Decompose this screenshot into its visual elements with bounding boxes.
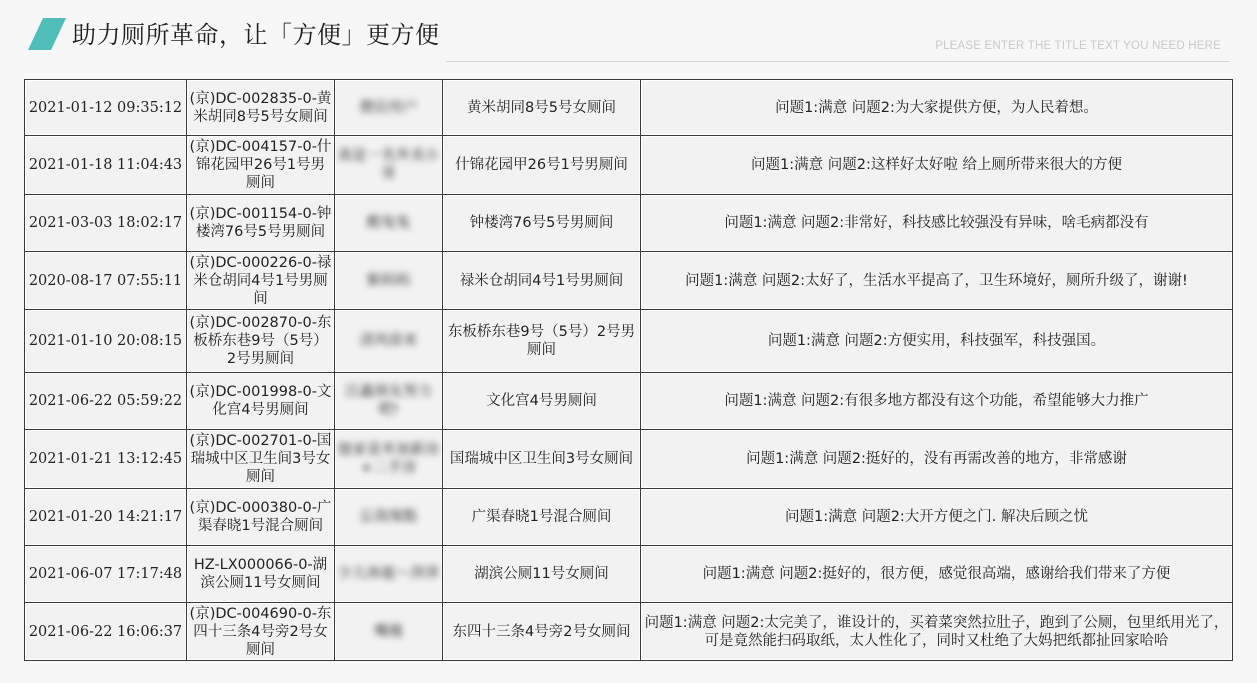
- user-cell: [335, 252, 443, 310]
- comment-cell: 问题1:满意 问题2:这样好太好啦 给上厕所带来很大的方便: [641, 136, 1233, 195]
- time-cell: 2021-06-22 16:06:37: [25, 603, 187, 661]
- comment-cell: 问题1:满意 问题2:大开方便之门. 解决后顾之忧: [641, 489, 1233, 546]
- location-cell: 文化宫4号男厕间: [443, 373, 641, 430]
- comment-cell: 问题1:满意 问题2:挺好的，没有再需改善的地方，非常感谢: [641, 430, 1233, 489]
- user-cell: [335, 310, 443, 373]
- blurred-username: 汪鑫朋友努力吧!: [345, 384, 432, 418]
- table-row: [25, 310, 1233, 373]
- location-cell: 什锦花园甲26号1号男厕间: [443, 136, 641, 195]
- blurred-username: 我是一名外卖小哥: [337, 148, 440, 182]
- location-cell: 钟楼湾76号5号男厕间: [443, 195, 641, 252]
- location-cell: 国瑞城中区卫生间3号女厕间: [443, 430, 641, 489]
- user-cell: [335, 489, 443, 546]
- device-cell: (京)DC-002870-0-东板桥东巷9号（5号）2号男厕间: [187, 310, 335, 373]
- time-cell: 2021-03-03 18:02:17: [25, 195, 187, 252]
- table-row: [25, 252, 1233, 310]
- time-cell: 2021-06-07 17:17:48: [25, 546, 187, 603]
- user-cell: [335, 373, 443, 430]
- table-row: [25, 136, 1233, 195]
- table-row: [25, 195, 1233, 252]
- feedback-table: [24, 79, 1233, 661]
- comment-cell: 问题1:满意 问题2:挺好的，很方便，感觉很高端，感谢给我们带来了方便: [641, 546, 1233, 603]
- blurred-username: 忘我缘點: [359, 509, 418, 525]
- blurred-username: 酷兔兔: [366, 215, 411, 231]
- device-cell: (京)DC-002835-0-黄米胡同8号5号女厕间: [187, 80, 335, 136]
- location-cell: 东板桥东巷9号（5号）2号男厕间: [443, 310, 641, 373]
- time-cell: 2021-01-18 11:04:43: [25, 136, 187, 195]
- device-cell: HZ-LX000066-0-湖滨公厕11号女厕间: [187, 546, 335, 603]
- user-cell: [335, 546, 443, 603]
- title-divider: [446, 61, 1229, 62]
- device-cell: (京)DC-002701-0-国瑞城中区卫生间3号女厕间: [187, 430, 335, 489]
- blurred-username: 少儿体能～萍萍: [337, 566, 440, 582]
- device-cell: (京)DC-000380-0-广渠春晓1号混合厕间: [187, 489, 335, 546]
- device-cell: (京)DC-004690-0-东四十三条4号旁2号女厕间: [187, 603, 335, 661]
- device-cell: (京)DC-000226-0-禄米仓胡同4号1号男厕间: [187, 252, 335, 310]
- table-row: [25, 373, 1233, 430]
- comment-cell: 问题1:满意 问题2:太好了，生活水平提高了，卫生环境好，厕所升级了，谢谢!: [641, 252, 1233, 310]
- comment-cell: 问题1:满意 问题2:非常好，科技感比较强没有异味，啥毛病都没有: [641, 195, 1233, 252]
- time-cell: 2021-01-21 13:12:45: [25, 430, 187, 489]
- page-subtitle: PLEASE ENTER THE TITLE TEXT YOU NEED HERE: [935, 40, 1221, 52]
- comment-cell: 问题1:满意 问题2:有很多地方都没有这个功能，希望能够大力推广: [641, 373, 1233, 430]
- location-cell: 东四十三条4号旁2号女厕间: [443, 603, 641, 661]
- user-cell: [335, 195, 443, 252]
- page-title: 助力厕所革命，让「方便」更方便: [72, 21, 440, 49]
- device-cell: (京)DC-004157-0-什锦花园甲26号1号男厕间: [187, 136, 335, 195]
- table-row: [25, 430, 1233, 489]
- comment-cell: 问题1:满意 问题2:为大家提供方便，为人民着想。: [641, 80, 1233, 136]
- location-cell: 湖滨公厕11号女厕间: [443, 546, 641, 603]
- table-row: [25, 603, 1233, 661]
- table-row: [25, 489, 1233, 546]
- time-cell: 2021-01-12 09:35:12: [25, 80, 187, 136]
- device-cell: (京)DC-001998-0-文化宫4号男厕间: [187, 373, 335, 430]
- time-cell: 2021-01-20 14:21:17: [25, 489, 187, 546]
- time-cell: 2020-08-17 07:55:11: [25, 252, 187, 310]
- blurred-username: 嘴嫚: [374, 623, 403, 640]
- location-cell: 禄米仓胡同4号1号男厕间: [443, 252, 641, 310]
- time-cell: 2021-06-22 05:59:22: [25, 373, 187, 430]
- blurred-username: 清风徐来: [359, 333, 418, 349]
- comment-cell: 问题1:满意 问题2:太完美了，谁设计的，买着菜突然拉肚子，跑到了公厕，包里纸用光了，可是竟然能扫码取纸，太人性化了，同时又杜绝了大妈把纸都扯回家哈哈: [641, 603, 1233, 661]
- user-cell: [335, 430, 443, 489]
- table-row: [25, 546, 1233, 603]
- location-cell: 广渠春晓1号混合厕间: [443, 489, 641, 546]
- device-cell: (京)DC-001154-0-钟楼湾76号5号男厕间: [187, 195, 335, 252]
- user-cell: [335, 136, 443, 195]
- title-slash-icon: [28, 18, 66, 50]
- blurred-username: 猴妈妈: [366, 272, 411, 289]
- time-cell: 2021-01-10 20:08:15: [25, 310, 187, 373]
- blurred-username: 微信用户: [359, 99, 418, 116]
- location-cell: 黄米胡同8号5号女厕间: [443, 80, 641, 136]
- user-cell: [335, 603, 443, 661]
- user-cell: [335, 80, 443, 136]
- blurred-username: 链家袁米加新房+二手房: [337, 442, 440, 476]
- comment-cell: 问题1:满意 问题2:方便实用，科技强军，科技强国。: [641, 310, 1233, 373]
- table-row: [25, 80, 1233, 136]
